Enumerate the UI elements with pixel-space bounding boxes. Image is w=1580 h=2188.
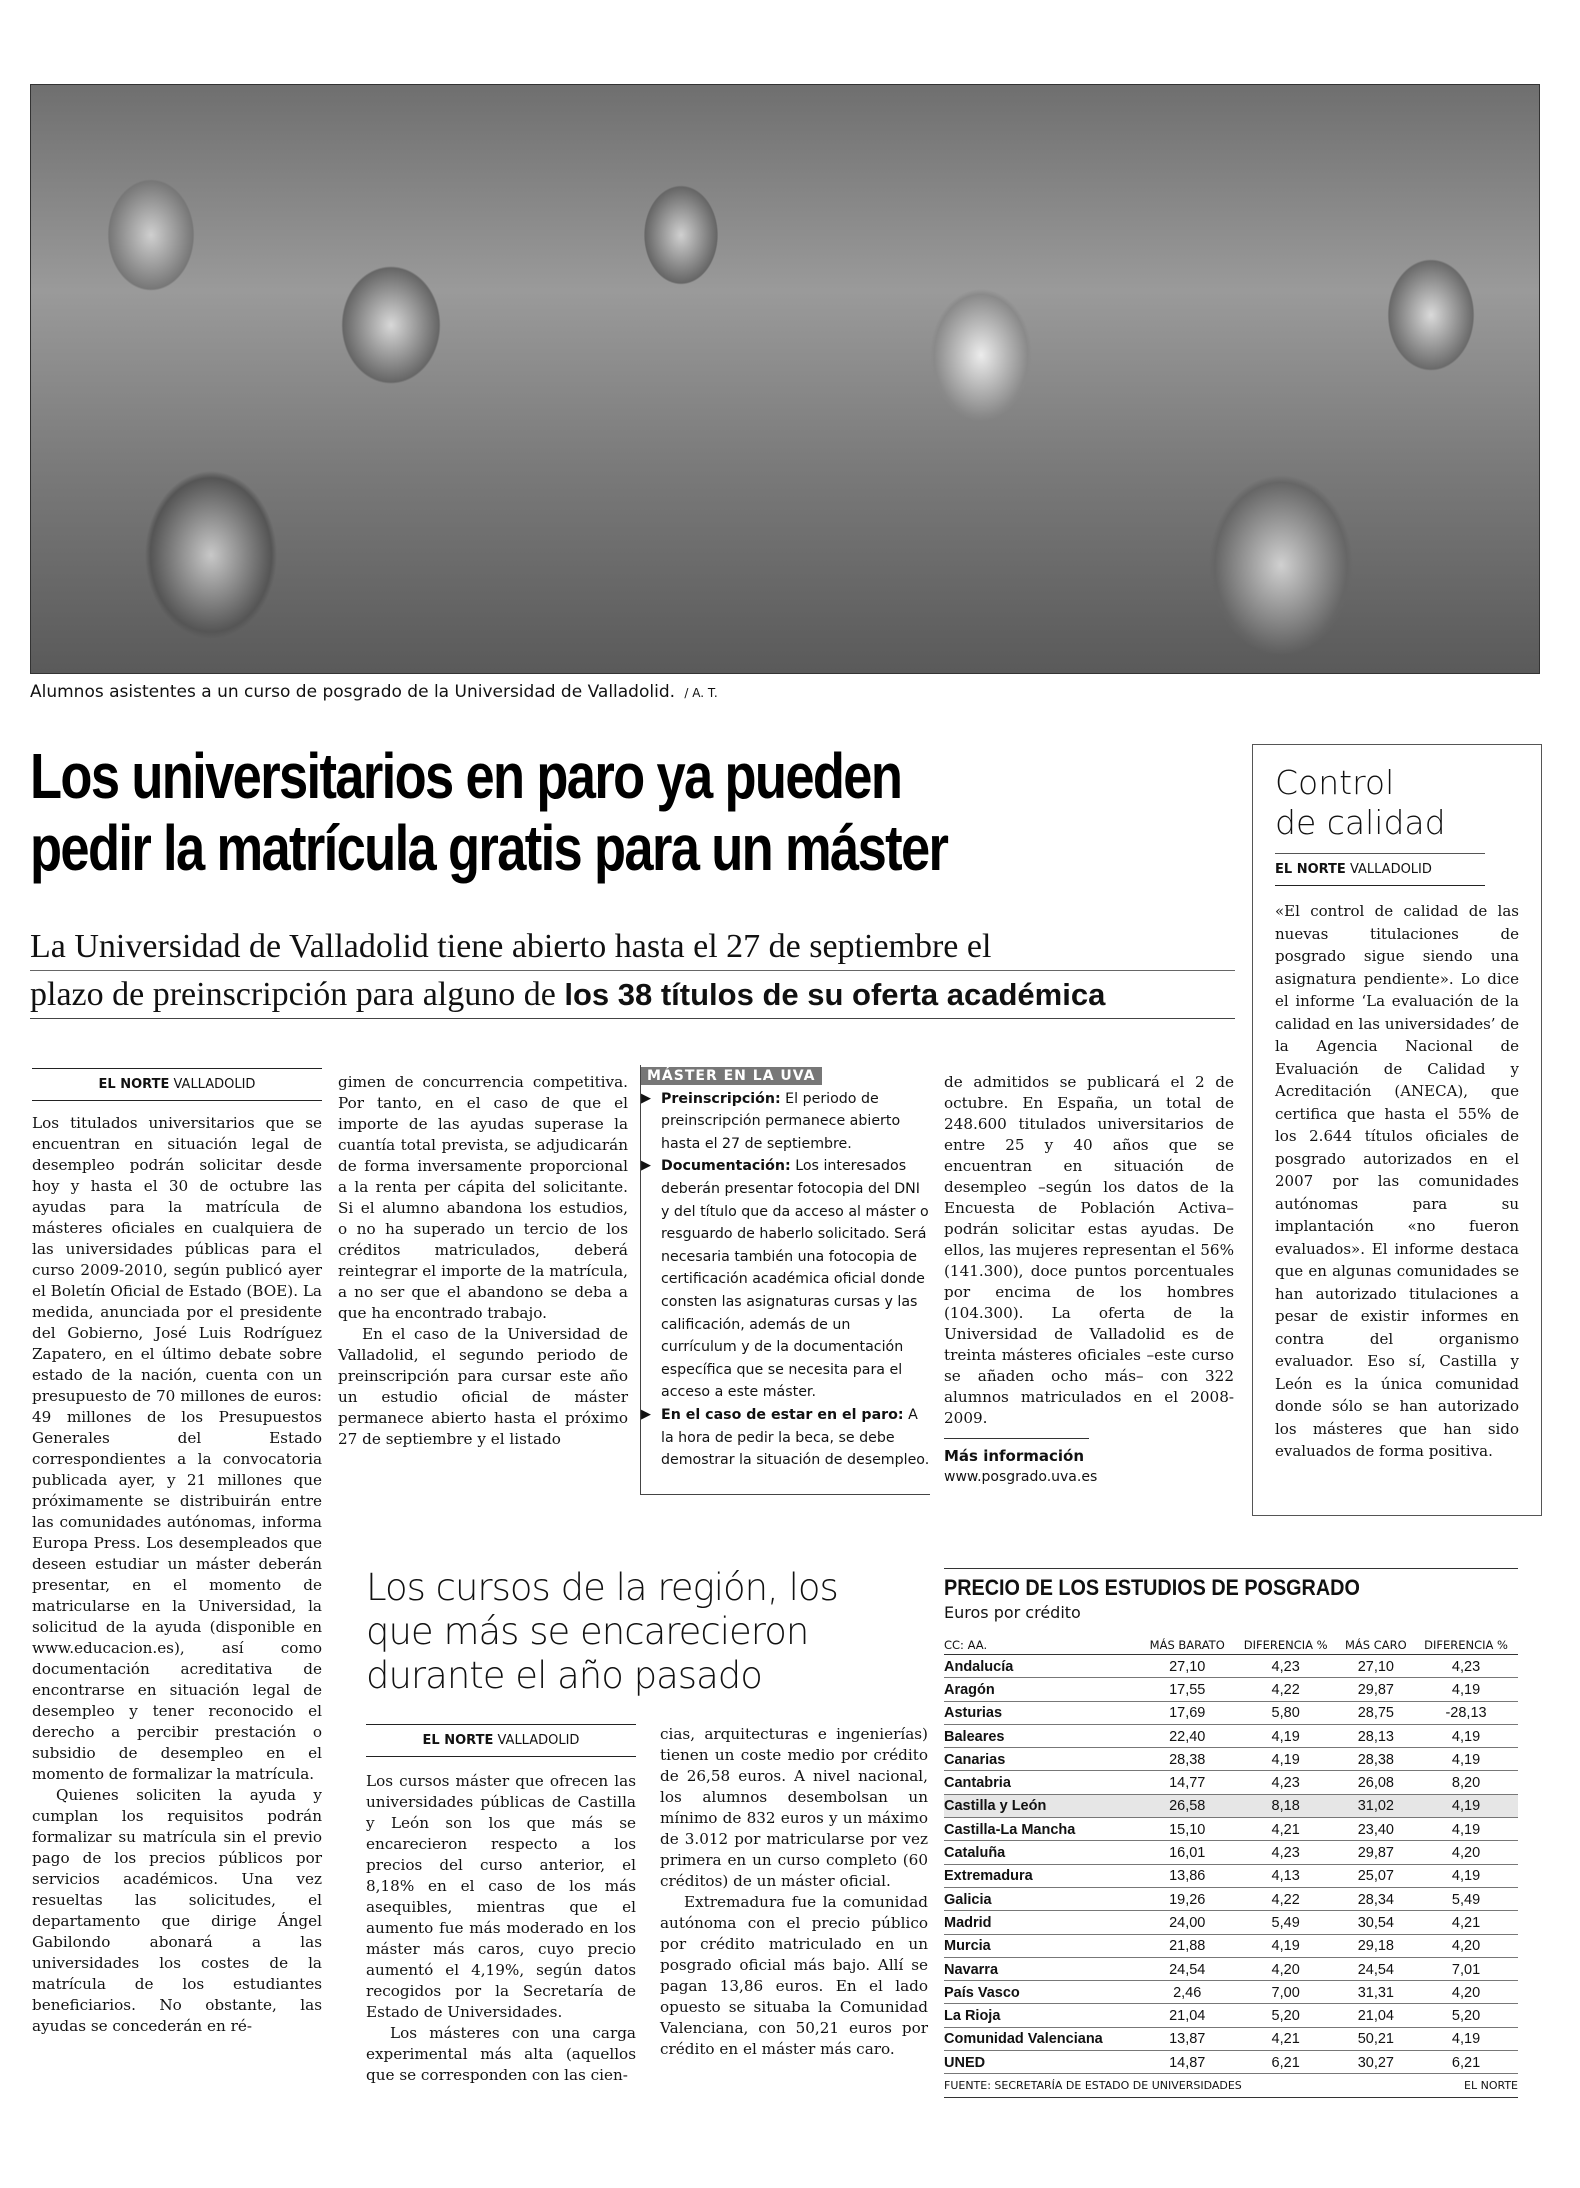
byline-paper: EL NORTE: [1275, 862, 1346, 877]
table-row: [944, 1818, 1518, 1841]
sidebar-title: [1275, 763, 1485, 854]
value-cell: 14,87: [1141, 2051, 1234, 2074]
table-row: [944, 1748, 1518, 1771]
byline: [32, 1068, 322, 1101]
paragraph: de admitidos se publicará el 2 de octubre. En España, un total de 248.600 titulados universitarios de entre 25 y 40 años que se encuentran en situación de desempleo –según los datos de la Encuesta de Población Activa– podrán solicitar estas ayudas. De ellos, las mujeres representan el 56% (141.300), doce puntos porcentuales por encima de los hombres (104.300). La oferta de la Universidad de Valladolid es de treinta másteres oficiales –este curso se añaden ocho más– con 322 alumnos matriculados en el 2008-2009.: [944, 1073, 1234, 1427]
info-item-text: Los interesados deberán presentar fotocopia del DNI y del título que da acceso al máster o resguardo de haberlo solicitado. Será necesaria también una fotocopia de certificación académica oficial donde consten las asignaturas cursas y las calificación, además de un currículum y de la documentación específica que se necesita para el acceso a este máster.: [661, 1158, 929, 1401]
region-cell: País Vasco: [944, 1981, 1141, 2004]
value-cell: 31,02: [1338, 1794, 1414, 1817]
value-cell: 5,49: [1414, 1887, 1518, 1910]
value-cell: 4,21: [1414, 1911, 1518, 1934]
value-cell: 22,40: [1141, 1724, 1234, 1747]
value-cell: 4,19: [1414, 1724, 1518, 1747]
table-footer: [944, 2074, 1518, 2098]
table-row: [944, 1934, 1518, 1957]
region-cell: Asturias: [944, 1701, 1141, 1724]
value-cell: 4,19: [1234, 1724, 1338, 1747]
table-subtitle: Euros por crédito: [944, 1603, 1081, 1622]
info-item-title: En el caso de estar en el paro:: [661, 1406, 904, 1423]
sidebar-text: «El control de calidad de las nuevas titulaciones de posgrado sigue siendo una asignatura pendiente». Lo dice el informe ‘La evaluación de la calidad en las universidades’ de la Agencia Nacional de Evaluación de Calidad y Acreditación (ANECA), que certifica que hasta el 55% de los 2.644 títulos oficiales de posgrado autorizados en el 2007 por las comunidades autónomas para su implantación «no fueron evaluados». El informe destaca que en algunas comunidades se han autorizado titulaciones a pesar de existir informes en contra del organismo evaluador. Eso sí, Castilla y León es la única comunidad donde sólo se han autorizado los másteres que han sido evaluados de forma positiva.: [1275, 902, 1519, 1460]
value-cell: 4,19: [1414, 1818, 1518, 1841]
photo-caption-text: Alumnos asistentes a un curso de posgrado de la Universidad de Valladolid.: [30, 682, 676, 702]
value-cell: 4,19: [1414, 1794, 1518, 1817]
value-cell: 26,58: [1141, 1794, 1234, 1817]
region-cell: Cantabria: [944, 1771, 1141, 1794]
sidebar-title-line-2: de calidad: [1275, 803, 1446, 842]
divider: [944, 1568, 1518, 1569]
value-cell: 21,88: [1141, 1934, 1234, 1957]
value-cell: 28,38: [1141, 1748, 1234, 1771]
info-item-text: El periodo de preinscripción permanece abierto hasta el 27 de septiembre.: [661, 1090, 901, 1152]
info-item-text: A la hora de pedir la beca, se debe demostrar la situación de desempleo.: [661, 1406, 930, 1469]
value-cell: 4,23: [1234, 1771, 1338, 1794]
region-cell: Aragón: [944, 1678, 1141, 1701]
region-cell: Canarias: [944, 1748, 1141, 1771]
info-item: [641, 1404, 930, 1472]
region-cell: Murcia: [944, 1934, 1141, 1957]
value-cell: 6,21: [1234, 2051, 1338, 2074]
value-cell: 28,75: [1338, 1701, 1414, 1724]
subhead-line-1: La Universidad de Valladolid tiene abierto hasta el 27 de septiembre el: [30, 923, 1235, 971]
column-header: MÁS CARO: [1338, 1636, 1414, 1655]
table-row: [944, 1655, 1518, 1678]
info-item-title: Preinscripción:: [661, 1090, 781, 1107]
value-cell: 14,77: [1141, 1771, 1234, 1794]
sidebar-byline: [1275, 854, 1485, 886]
subhead-line-2-bold: los 38 títulos de su oferta académica: [564, 977, 1106, 1012]
value-cell: 15,10: [1141, 1818, 1234, 1841]
info-box-master-uva: [640, 1065, 930, 1495]
table-header-row: [944, 1636, 1518, 1655]
region-cell: Baleares: [944, 1724, 1141, 1747]
value-cell: 25,07: [1338, 1864, 1414, 1887]
value-cell: 6,21: [1414, 2051, 1518, 2074]
value-cell: 4,19: [1234, 1748, 1338, 1771]
table-row: [944, 1911, 1518, 1934]
table-row: [944, 1678, 1518, 1701]
value-cell: 30,27: [1338, 2051, 1414, 2074]
sidebar-title-line-1: Control: [1275, 763, 1395, 802]
byline-paper: EL NORTE: [422, 1733, 494, 1748]
paragraph: Los cursos máster que ofrecen las universidades públicas de Castilla y León son los que más se encarecieron respecto a los precios del curso anterior, el 8,18% en el caso de los más asequibles, mientras que el aumento fue más moderado en los máster más caros, cuyo precio aumentó el 4,19%, según datos recogidos por la Secretaría de Estado de Universidades.: [366, 1772, 636, 2021]
value-cell: 23,40: [1338, 1818, 1414, 1841]
second-article-column-2: [660, 1724, 928, 2060]
info-box-label: MÁSTER EN LA UVA: [641, 1067, 822, 1085]
table-row: [944, 2027, 1518, 2050]
region-cell: Cataluña: [944, 1841, 1141, 1864]
paragraph: cias, arquitecturas e ingenierías) tienen un coste medio por crédito de 26,58 euros. A nivel nacional, los alumnos desembolsan un mínimo de 832 euros y un máximo de 3.012 por matricularse por vez primera en un curso completo (60 créditos) de un máster oficial.: [660, 1725, 928, 1890]
value-cell: 4,20: [1414, 1981, 1518, 2004]
table-row: [944, 2051, 1518, 2074]
table-row: [944, 1701, 1518, 1724]
triangle-right-icon: ▶: [641, 1090, 651, 1106]
value-cell: 28,13: [1338, 1724, 1414, 1747]
value-cell: 13,86: [1141, 1864, 1234, 1887]
byline-city: VALLADOLID: [497, 1733, 580, 1748]
value-cell: 4,23: [1234, 1841, 1338, 1864]
table-credit: EL NORTE: [1464, 2079, 1518, 2093]
photo-credit: / A. T.: [684, 686, 718, 700]
byline-city: VALLADOLID: [1349, 862, 1432, 877]
value-cell: 4,19: [1234, 1934, 1338, 1957]
table-row: [944, 1864, 1518, 1887]
value-cell: 4,21: [1234, 2027, 1338, 2050]
value-cell: -28,13: [1414, 1701, 1518, 1724]
region-cell: Comunidad Valenciana: [944, 2027, 1141, 2050]
table-row: [944, 2004, 1518, 2027]
value-cell: 26,08: [1338, 1771, 1414, 1794]
value-cell: 7,01: [1414, 1957, 1518, 1980]
table-row: [944, 1841, 1518, 1864]
column-header: DIFERENCIA %: [1234, 1636, 1338, 1655]
column-header: MÁS BARATO: [1141, 1636, 1234, 1655]
info-item: [641, 1088, 930, 1156]
value-cell: 7,00: [1234, 1981, 1338, 2004]
value-cell: 5,80: [1234, 1701, 1338, 1724]
value-cell: 21,04: [1338, 2004, 1414, 2027]
value-cell: 8,18: [1234, 1794, 1338, 1817]
paragraph: Quienes soliciten la ayuda y cumplan los requisitos podrán formalizar su matrícula sin el previo pago de los precios públicos por servicios académicos. Una vez resueltas las solicitudes, el departamento que dirige Ángel Gabilondo abonará a las universidades los costes de la matrícula de los estudiantes beneficiarios. No obstante, las ayudas se concederán en ré-: [32, 1786, 322, 2035]
value-cell: 4,19: [1414, 1678, 1518, 1701]
region-cell: Extremadura: [944, 1864, 1141, 1887]
value-cell: 31,31: [1338, 1981, 1414, 2004]
value-cell: 24,00: [1141, 1911, 1234, 1934]
value-cell: 5,20: [1234, 2004, 1338, 2027]
subhead-line-2: [30, 971, 1235, 1019]
value-cell: 13,87: [1141, 2027, 1234, 2050]
sidebar-control-calidad: [1252, 744, 1542, 1516]
info-item: [641, 1155, 930, 1404]
value-cell: 17,55: [1141, 1678, 1234, 1701]
price-table: [944, 1636, 1518, 2074]
value-cell: 27,10: [1141, 1655, 1234, 1678]
article-photo: [30, 84, 1540, 674]
subheadline: [30, 923, 1235, 1019]
more-info-link[interactable]: www.posgrado.uva.es: [944, 1469, 1098, 1485]
subhead-line-2-plain: plazo de preinscripción para alguno de: [30, 976, 565, 1013]
table-row: [944, 1981, 1518, 2004]
value-cell: 5,49: [1234, 1911, 1338, 1934]
value-cell: 16,01: [1141, 1841, 1234, 1864]
region-cell: Castilla y León: [944, 1794, 1141, 1817]
column-header: CC: AA.: [944, 1636, 1141, 1655]
table-row: [944, 1771, 1518, 1794]
value-cell: 30,54: [1338, 1911, 1414, 1934]
second-article-column-1: [366, 1724, 636, 2086]
photo-caption: [30, 682, 718, 702]
value-cell: 5,20: [1414, 2004, 1518, 2027]
value-cell: 50,21: [1338, 2027, 1414, 2050]
paragraph: Los titulados universitarios que se encuentran en situación legal de desempleo podrán solicitar desde hoy y hasta el 30 de octubre las ayudas para la matrícula de másteres oficiales en cualquiera de las universidades públicas para el curso 2009-2010, según publicó ayer el Boletín Oficial de Estado (BOE). La medida, anunciada por el presidente del Gobierno, José Luis Rodríguez Zapatero, en el último debate sobre estado de la nación, cuenta con un presupuesto de 70 millones de euros: 49 millones de los Presupuestos Generales del Estado correspondientes a la convocatoria publicada ayer, y 21 millones que próximamente se distribuirán entre las comunidades autónomas, informa Europa Press. Los desempleados que deseen estudiar un máster deberán presentar, en el momento de matricularse en la Universidad, la solicitud de la ayuda (disponible en www.educacion.es), así como documentación acreditativa de encontrarse en situación legal de desempleo y tener reconocido el derecho a percibir prestación o subsidio de desempleo en el momento de formalizar la matrícula.: [32, 1114, 322, 1783]
main-headline: [30, 740, 1022, 884]
paragraph: Los másteres con una carga experimental más alta (aquellos que se corresponden con las cien-: [366, 2024, 636, 2084]
value-cell: 4,22: [1234, 1678, 1338, 1701]
value-cell: 4,20: [1414, 1841, 1518, 1864]
table-title: PRECIO DE LOS ESTUDIOS DE POSGRADO: [944, 1575, 1360, 1600]
triangle-right-icon: ▶: [641, 1406, 651, 1422]
more-info-title: Más información: [944, 1447, 1085, 1465]
region-cell: UNED: [944, 2051, 1141, 2074]
headline-line-2: pedir la matrícula gratis para un máster: [30, 812, 948, 884]
value-cell: 4,19: [1414, 1748, 1518, 1771]
region-cell: La Rioja: [944, 2004, 1141, 2027]
value-cell: 27,10: [1338, 1655, 1414, 1678]
value-cell: 4,23: [1414, 1655, 1518, 1678]
region-cell: Madrid: [944, 1911, 1141, 1934]
value-cell: 4,23: [1234, 1655, 1338, 1678]
value-cell: 29,87: [1338, 1678, 1414, 1701]
paragraph: En el caso de la Universidad de Valladolid, el segundo periodo de preinscripción para cursar este año un estudio oficial de máster permanece abierto hasta el próximo 27 de septiembre y el listado: [338, 1325, 628, 1448]
value-cell: 8,20: [1414, 1771, 1518, 1794]
table-row: [944, 1794, 1518, 1817]
value-cell: 21,04: [1141, 2004, 1234, 2027]
value-cell: 4,20: [1414, 1934, 1518, 1957]
value-cell: 24,54: [1141, 1957, 1234, 1980]
info-item-title: Documentación:: [661, 1158, 791, 1175]
value-cell: 29,87: [1338, 1841, 1414, 1864]
value-cell: 28,38: [1338, 1748, 1414, 1771]
headline-line-1: Los universitarios en paro ya pueden: [30, 740, 902, 812]
region-cell: Andalucía: [944, 1655, 1141, 1678]
value-cell: 17,69: [1141, 1701, 1234, 1724]
table-row: [944, 1724, 1518, 1747]
triangle-right-icon: ▶: [641, 1158, 651, 1174]
main-article-column-4: [944, 1072, 1234, 1429]
value-cell: 24,54: [1338, 1957, 1414, 1980]
region-cell: Navarra: [944, 1957, 1141, 1980]
table-body: [944, 1655, 1518, 2074]
byline: [366, 1724, 636, 1757]
main-article-column-1: [32, 1068, 322, 2037]
value-cell: 19,26: [1141, 1887, 1234, 1910]
value-cell: 28,34: [1338, 1887, 1414, 1910]
byline-paper: EL NORTE: [98, 1077, 170, 1092]
region-cell: Castilla-La Mancha: [944, 1818, 1141, 1841]
more-info: [944, 1438, 1144, 1485]
value-cell: 2,46: [1141, 1981, 1234, 2004]
column-header: DIFERENCIA %: [1414, 1636, 1518, 1655]
table-row: [944, 1887, 1518, 1910]
value-cell: 4,13: [1234, 1864, 1338, 1887]
paragraph: gimen de concurrencia competitiva. Por tanto, en el caso de que el importe de las ayudas superase la cuantía total prevista, se adjudicarán de forma inversamente proporcional a la renta per cápita del solicitante. Si el alumno abandona los estudios, o no ha superado un tercio de los créditos matriculados, deberá reintegrar el importe de la matrícula, a no ser que el abandono se deba a que ha encontrado trabajo.: [338, 1073, 628, 1322]
value-cell: 4,21: [1234, 1818, 1338, 1841]
second-headline: Los cursos de la región, los que más se encarecieron durante el año pasado: [366, 1566, 838, 1697]
table-row: [944, 1957, 1518, 1980]
byline-city: VALLADOLID: [173, 1077, 256, 1092]
value-cell: 4,19: [1414, 1864, 1518, 1887]
table-source: FUENTE: SECRETARÍA DE ESTADO DE UNIVERSIDADES: [944, 2079, 1242, 2093]
divider: [944, 1438, 1089, 1439]
value-cell: 29,18: [1338, 1934, 1414, 1957]
value-cell: 4,20: [1234, 1957, 1338, 1980]
main-article-column-2: [338, 1072, 628, 1450]
paragraph: Extremadura fue la comunidad autónoma con el precio público por crédito matriculado en un posgrado oficial más bajo. Allí se pagan 13,86 euros. En el lado opuesto se situaba la Comunidad Valenciana, con 50,21 euros por crédito en el máster más caro.: [660, 1893, 928, 2058]
value-cell: 4,19: [1414, 2027, 1518, 2050]
region-cell: Galicia: [944, 1887, 1141, 1910]
value-cell: 4,22: [1234, 1887, 1338, 1910]
price-table-box: [944, 1568, 1518, 2098]
